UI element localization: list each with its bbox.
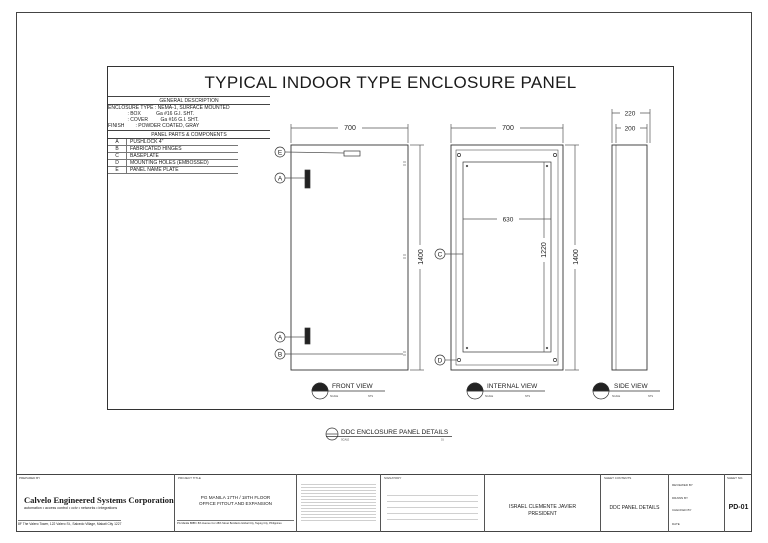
project-line1: PG MANILA 17TH / 18TH FLOOR	[200, 495, 271, 500]
callout-a-top-label: A	[277, 175, 283, 183]
sheet-content-cell	[600, 474, 668, 532]
notes-text	[301, 482, 376, 522]
project-cell	[174, 474, 296, 532]
project-line2: OFFICE FITOUT AND EXPANSION	[199, 501, 272, 506]
project-title-label: PROJECT TITLE	[178, 476, 201, 480]
front-height-label: 1400	[418, 249, 425, 265]
sheet-number-cell	[724, 474, 752, 532]
sheet-content-label: SHEET CONTENTS	[604, 476, 632, 480]
signatory-cell	[380, 474, 484, 532]
side-view-title: SIDE VIEW	[614, 383, 648, 390]
mounting-hole	[553, 153, 556, 156]
signatory-label: SIGNATORY	[384, 476, 402, 480]
owner-name: ISRAEL CLEMENTE JAVIER	[508, 504, 577, 510]
checked-label: CHECKED BY	[672, 508, 692, 512]
part-key: C	[108, 153, 127, 159]
internal-inner-width-label: 630	[502, 216, 514, 224]
internal-view	[435, 123, 580, 399]
part-key: D	[108, 160, 127, 166]
front-view	[275, 123, 425, 399]
description-line: ENCLOSURE TYPE : NEMA-1, SURFACE MOUNTED	[108, 105, 230, 111]
baseplate-screw	[546, 347, 548, 349]
baseplate	[463, 162, 551, 352]
title-block	[16, 474, 752, 532]
part-label: PANEL NAME PLATE	[130, 167, 179, 173]
owner-cell	[484, 474, 600, 532]
callout-d-label: D	[437, 357, 443, 365]
company-tagline: automation • access control • cctv • networks • integrations	[24, 506, 118, 510]
parts-heading: PANEL PARTS & COMPONENTS	[108, 130, 270, 139]
side-scale-value: NTS	[648, 395, 653, 398]
mounting-hole	[457, 358, 460, 361]
notes-cell	[296, 474, 380, 532]
date-label: DATE	[672, 522, 680, 526]
internal-inner-height-label: 1220	[541, 242, 548, 258]
company-cell	[16, 474, 174, 532]
pushlock-top	[305, 170, 310, 188]
mounting-hole	[553, 358, 556, 361]
sheet-name: DDC PANEL DETAILS	[609, 505, 660, 511]
detail-scale: SCALE	[341, 438, 350, 442]
internal-height-label: 1400	[573, 249, 580, 265]
front-scale-value: NTS	[368, 395, 373, 398]
side-scale-label: SCALE	[612, 395, 621, 398]
part-key: E	[108, 167, 127, 173]
description-line: : BOX Ga #16 G.I. SHT.	[108, 111, 195, 117]
description-heading: GENERAL DESCRIPTION	[108, 96, 270, 105]
sheet-number: PD-01	[728, 504, 749, 511]
prepared-by-label: PREPARED BY	[19, 476, 41, 480]
part-label: MOUNTING HOLES (EMBOSSED)	[130, 160, 209, 166]
baseplate-screw	[466, 347, 468, 349]
owner-title: PRESIDENT	[528, 511, 557, 517]
mounting-hole	[457, 153, 460, 156]
part-label: FABRICATED HINGES	[130, 146, 182, 152]
callout-c-label: C	[437, 251, 443, 259]
part-key: A	[108, 139, 127, 145]
front-width-label: 700	[344, 125, 356, 132]
internal-view-title: INTERNAL VIEW	[487, 383, 538, 390]
internal-width-label: 700	[502, 125, 514, 132]
side-outer-label: 220	[624, 110, 636, 118]
sheet-title: TYPICAL INDOOR TYPE ENCLOSURE PANEL	[204, 73, 577, 92]
hinge-marks	[403, 162, 406, 355]
project-address: PG Manila 8888 / 8th Avenue Cor 28th Street Bonifacio Global City, Taguig City, Philippines	[177, 520, 294, 525]
callout-b-label: B	[277, 351, 283, 359]
description-line: : COVER Ga #16 G.I. SHT.	[108, 117, 199, 123]
detail-title: DDC ENCLOSURE PANEL DETAILS	[341, 429, 449, 436]
callout-a-bottom-label: A	[277, 334, 283, 342]
side-view	[593, 109, 660, 399]
internal-scale-label: SCALE	[485, 395, 494, 398]
side-outline	[612, 145, 647, 370]
description-line: FINISH : POWDER COATED, GRAY	[108, 123, 200, 129]
detail-ref: 01	[441, 438, 444, 442]
front-view-title: FRONT VIEW	[332, 383, 373, 390]
side-inner-label: 200	[624, 125, 636, 133]
reviewed-label: REVIEWED BY	[672, 483, 693, 487]
company-name: Calvelo Engineered Systems Corporation	[24, 495, 174, 505]
baseplate-screw	[466, 165, 468, 167]
company-address: 8F The Valero Tower, 122 Valero St., Salcedo Village, Makati City 1227	[18, 522, 122, 526]
pushlock-bottom	[305, 328, 310, 344]
drawn-label: DRAWN BY	[672, 496, 689, 500]
review-cell	[668, 474, 724, 532]
part-label: BASEPLATE	[130, 153, 159, 159]
part-label: PUSHLOCK 4"	[130, 139, 164, 145]
front-scale-label: SCALE	[330, 395, 339, 398]
name-plate	[344, 151, 360, 156]
part-key: B	[108, 146, 127, 152]
baseplate-screw	[546, 165, 548, 167]
signature-lines	[387, 490, 478, 520]
internal-scale-value: NTS	[525, 395, 530, 398]
callout-e-label: E	[277, 149, 283, 157]
sheet-number-label: SHEET NO.	[727, 476, 744, 480]
